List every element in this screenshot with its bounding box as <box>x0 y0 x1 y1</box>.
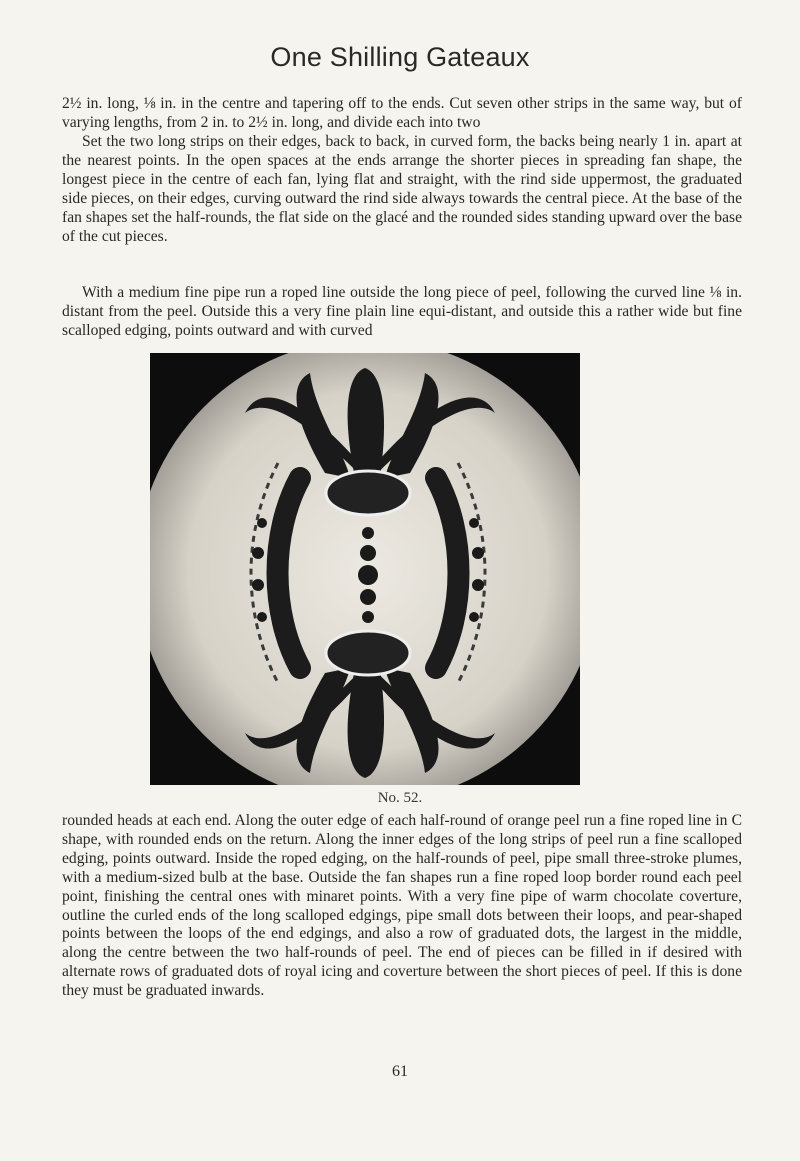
paragraph-3 <box>62 284 742 341</box>
cake-photograph <box>150 353 580 785</box>
paragraph-2-text: Set the two long strips on their edges, back to back, in curved form, the backs being nearly 1 in. apart at the nearest points. In the open spaces at the ends arrange the shorter pieces in spreading fan shape, the longest piece in the centre of each fan, lying flat and straight, with the rind side uppermost, the graduated side pieces, on their edges, curving outward the rind side always towards the central piece. At the base of the fan shapes set the half-rounds, the flat side on the glacé and the rounded sides standing upward over the base of the cut pieces. <box>62 133 742 245</box>
page-number: 61 <box>392 1063 408 1080</box>
paragraph-4: rounded heads at each end. Along the outer edge of each half-round of orange peel run a fine roped line in C shape, with rounded ends on the return. Along the inner edges of the long strips of peel run a fine scalloped edging, points outward. Inside the roped edging, on the half-rounds of peel, pipe small three-stroke plumes, with a medium-sized bulb at the base. Outside the fan shapes run a fine roped loop border round each peel point, finishing the central ones with minaret points. With a very fine pipe of warm chocolate coverture, outline the curled ends of the long scalloped edgings, pipe small dots between their loops, and pear-shaped points between the loops of the end edgings, and also a row of graduated dots, the largest in the middle, along the centre between the two half-rounds of peel. The end of pieces can be filled in if desired with alternate rows of graduated dots of royal icing and coverture between the short pieces of peel. If this is done they must be graduated inwards. <box>62 812 742 1000</box>
gateau-illustration <box>150 353 580 785</box>
paragraph-2 <box>62 133 742 246</box>
paragraph-1: 2½ in. long, ⅛ in. in the centre and tapering off to the ends. Cut seven other strips in the same way, but of varying lengths, from 2 in. to 2½ in. long, and divide each into two <box>62 95 742 131</box>
figure-caption: No. 52. <box>377 790 423 806</box>
paragraph-3-text: With a medium fine pipe run a roped line outside the long piece of peel, following the curved line ⅛ in. distant from the peel. Outside this a very fine plain line equi-distant, and outside this a rather wide but fine scalloped edging, points outward and with curved <box>62 284 742 339</box>
page-title: One Shilling Gateaux <box>270 42 530 72</box>
